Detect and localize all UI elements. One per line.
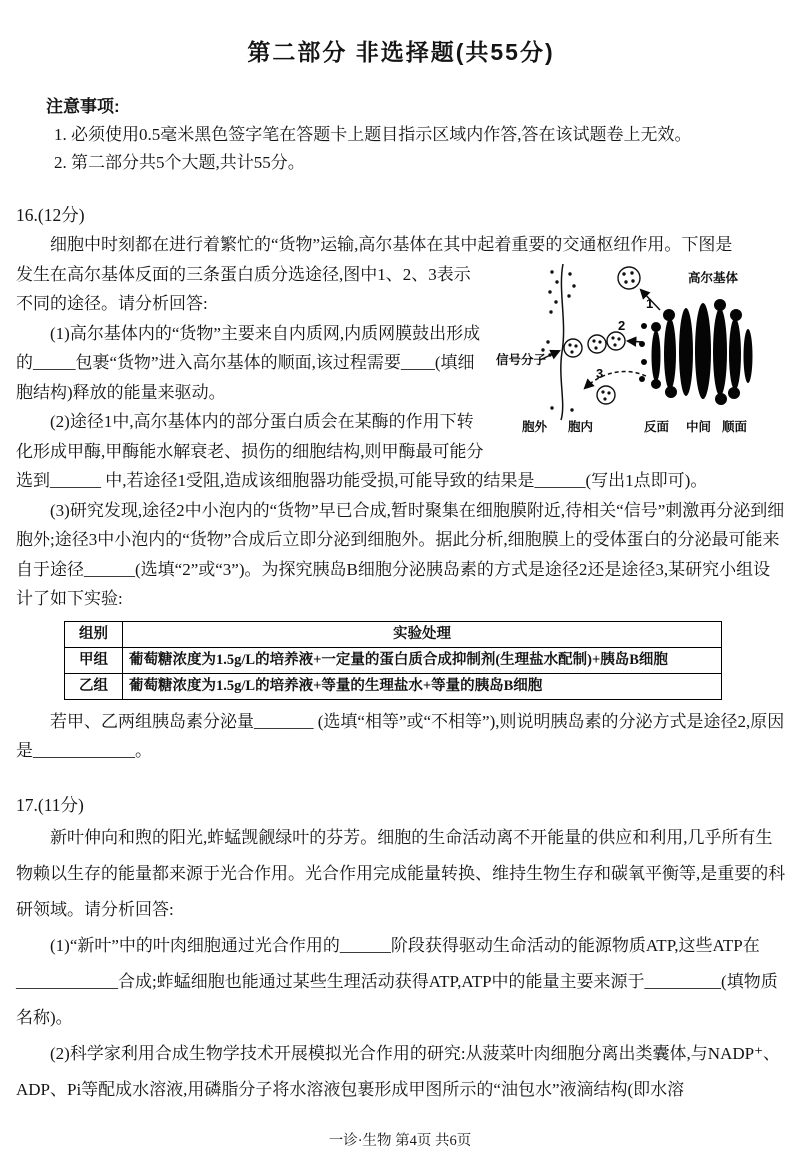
notes-heading: 注意事项: <box>46 97 120 116</box>
group-b-label: 乙组 <box>65 673 123 699</box>
q16-part2: (2)途径1中,高尔基体内的部分蛋白质会在某酶的作用下转化形成甲酶,甲酶能水解衰老、损伤的细胞结构,则甲酶最可能分选到______ 中,若途径1受阻,造成该细胞器功能受损,可能导致的结果是______(写出1点即可)。 <box>16 412 708 490</box>
vesicle-path3 <box>597 386 615 404</box>
golgi-stack <box>639 299 753 405</box>
page-title: 第二部分 非选择题(共55分) <box>247 39 555 65</box>
note-item-1: 1. 必须使用0.5毫米黑色签字笔在答题卡上题目指示区域内作答,答在该试题卷上无效。 <box>54 125 692 144</box>
cell-membrane-line <box>561 264 564 420</box>
group-a-treatment: 葡萄糖浓度为1.5g/L的培养液+一定量的蛋白质合成抑制剂(生理盐水配制)+胰岛B细胞 <box>123 647 722 673</box>
vesicle-path2 <box>588 332 625 353</box>
table-row <box>65 673 722 699</box>
table-header-row <box>65 621 722 647</box>
group-a-label: 甲组 <box>65 647 123 673</box>
q16-part1: (1)高尔基体内的“货物”主要来自内质网,内质网膜鼓出形成的_____包裹“货物”进入高尔基体的顺面,该过程需要____(填细胞结构)释放的能量来驱动。 <box>16 323 481 402</box>
golgi-diagram <box>494 262 786 434</box>
path1-number: 1 <box>646 295 654 311</box>
intracellular-label: 胞内 <box>568 419 594 434</box>
trans-face-label: 反面 <box>644 419 670 434</box>
q17-part2: (2)科学家利用合成生物学技术开展模拟光合作用的研究:从菠菜叶肉细胞分离出类囊体,与NADP⁺、ADP、Pi等配成水溶液,用磷脂分子将水溶液包裹形成甲图所示的“油包水”液滴结构(即水溶 <box>16 1043 781 1099</box>
q17-part1: (1)“新叶”中的叶肉细胞通过光合作用的______阶段获得驱动生命活动的能源物质ATP,这些ATP在____________合成;蚱蜢细胞也能通过某些生理活动获得ATP,ATP中的能量主要来源于_________(填物质名称)。 <box>16 935 778 1027</box>
signal-molecule-label: 信号分子 <box>496 352 547 367</box>
middle-label: 中间 <box>686 419 712 434</box>
q16-part3: (3)研究发现,途径2中小泡内的“货物”早已合成,暂时聚集在细胞膜附近,待相关“信号”刺激再分泌到细胞外;途径3中小泡内的“货物”合成后立即分泌到细胞外。据此分析,细胞膜上的受体蛋白的分泌最可能来自于途径______(选填“2”或“3”)。为探究胰岛B细胞分泌胰岛素的方式是途径2还是途径3,某研究小组设计了如下实验: <box>16 500 785 608</box>
note-item-2: 2. 第二部分共5个大题,共计55分。 <box>54 152 305 172</box>
arrow-path3 <box>585 371 646 387</box>
vesicle-path1 <box>618 267 640 289</box>
q16-intro-cont: 发生在高尔基体反面的三条蛋白质分选途径,图中1、2、3表示不同的途径。请分析回答: <box>16 264 471 313</box>
q16-conclusion: 若甲、乙两组胰岛素分泌量_______ (选填“相等”或“不相等”),则说明胰岛素的分泌方式是途径2,原因是____________。 <box>16 711 785 760</box>
q16-intro-line1: 细胞中时刻都在进行着繁忙的“货物”运输,高尔基体在其中起着重要的交通枢纽作用。下图是 <box>50 235 733 254</box>
table-row <box>65 647 722 673</box>
q16-number: 16.(12分) <box>16 205 85 225</box>
path2-number: 2 <box>618 317 626 333</box>
path3-number: 3 <box>596 365 604 381</box>
header-group: 组别 <box>65 621 123 647</box>
cis-face-label: 顺面 <box>722 419 748 434</box>
experiment-table <box>64 621 722 700</box>
q17-number: 17.(11分) <box>16 794 84 815</box>
q17-intro: 新叶伸向和煦的阳光,蚱蜢觊觎绿叶的芬芳。细胞的生命活动离不开能量的供应和利用,几乎所有生物赖以生存的能量都来源于光合作用。光合作用完成能量转换、维持生物生存和碳氧平衡等,是重要的科研领域。请分析回答: <box>16 827 786 919</box>
golgi-diagram-svg <box>494 262 786 434</box>
golgi-label: 高尔基体 <box>688 270 739 285</box>
vesicle-at-membrane <box>564 339 582 357</box>
extracellular-label: 胞外 <box>522 419 548 434</box>
question-17 <box>16 790 786 1108</box>
group-b-treatment: 葡萄糖浓度为1.5g/L的培养液+等量的生理盐水+等量的胰岛B细胞 <box>123 673 722 699</box>
arrow-path2 <box>628 341 642 342</box>
header-treatment: 实验处理 <box>123 621 722 647</box>
question-16 <box>16 200 786 766</box>
page-footer: 一诊·生物 第4页 共6页 <box>328 1133 472 1149</box>
